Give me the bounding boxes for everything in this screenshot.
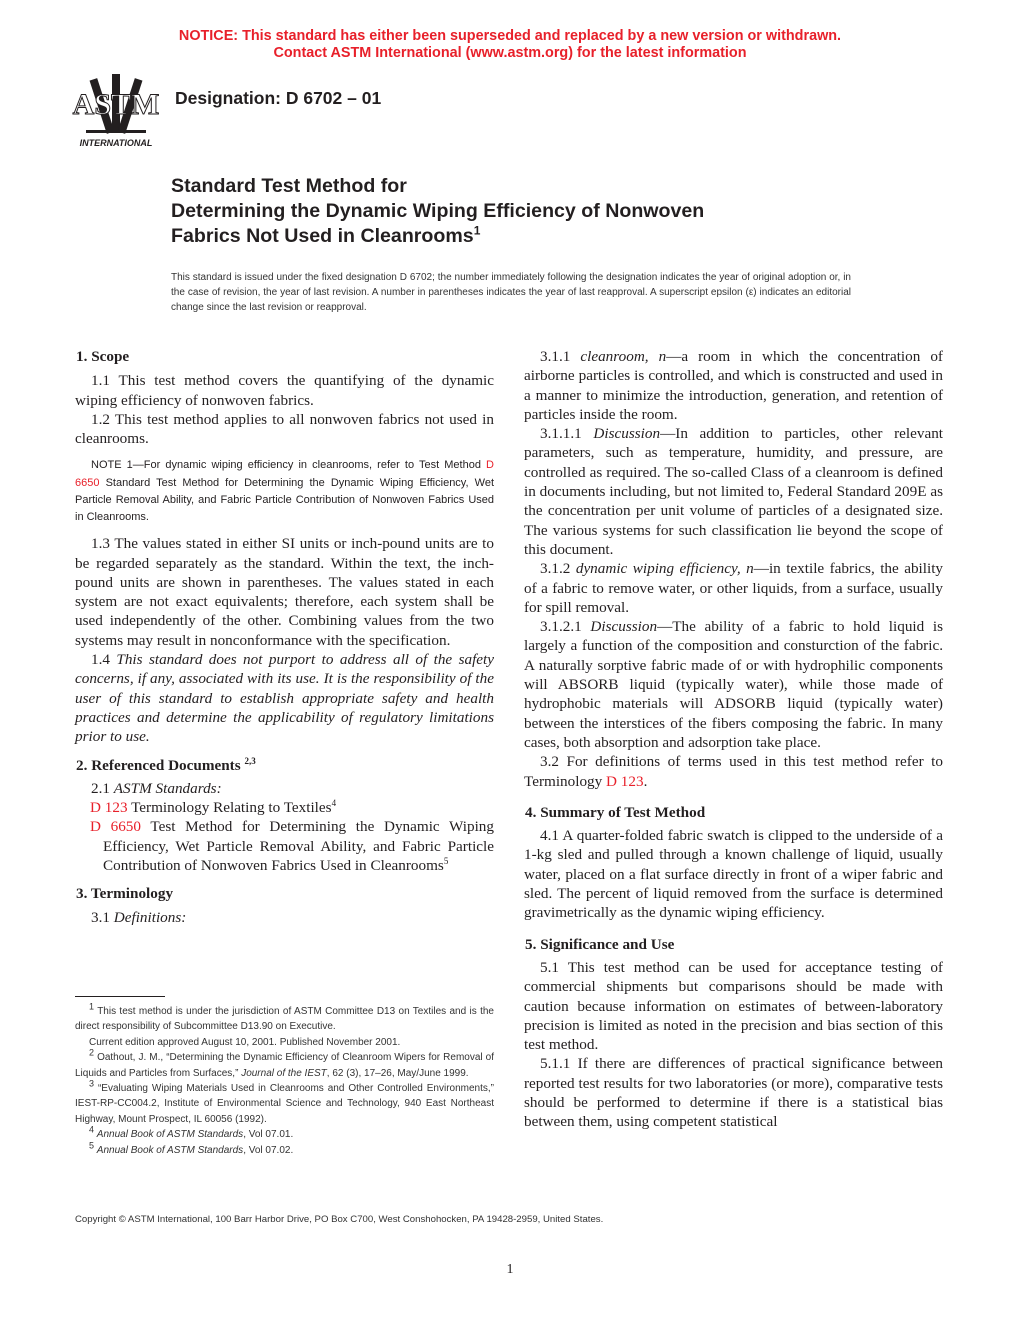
section-2-heading — [75, 756, 494, 775]
logo-subtext: INTERNATIONAL — [79, 138, 153, 148]
para-3-2-end: . — [643, 772, 648, 790]
reference-d6650-footnote: 5 — [443, 855, 449, 866]
section-5-heading: 5. Significance and Use — [525, 935, 675, 953]
note-1 — [75, 457, 494, 526]
para-5-1-1: 5.1.1 If there are differences of practical significance between reported test results for two laboratories (or more), comparative tests should be performed to determine if there is a statistical bias between them, using competent statistical — [524, 1055, 943, 1131]
footnote-1-edition: Current edition approved August 10, 2001. Published November 2001. — [89, 1036, 401, 1048]
footnote-1 — [75, 1001, 494, 1035]
notice-line-1: NOTICE: This standard has either been superseded and replaced by a new version or withdrawn. — [178, 28, 842, 44]
discussion-label: Discussion — [593, 425, 661, 443]
para-3-1-2-1-number: 3.1.2.1 — [540, 618, 591, 636]
para-3-1-1-number: 3.1.1 — [540, 348, 581, 365]
footnote-3-text: “Evaluating Wiping Materials Used in Cleanrooms and Other Controlled Environments,” IEST-RP-CC004.2, Institute of Environmental Science and Technology, 940 East Northeast Highway, Mount Prospect, IL 60056 (1992). — [75, 1083, 495, 1125]
para-3-1-2-1 — [524, 617, 943, 752]
para-3-1-1-text: —a room in which the concentration of airborne particles is controlled, and which is constructed and used in a manner to minimize the introduction, generation, and retention of particles inside the room. — [524, 348, 943, 423]
copyright-line: Copyright © ASTM International, 100 Barr Harbor Drive, PO Box C700, West Conshohocken, PA 19428-2959, United States. — [75, 1214, 604, 1225]
para-3-1-1 — [524, 347, 943, 424]
para-3-1-2-number: 3.1.2 — [540, 560, 576, 578]
para-4-1: 4.1 A quarter-folded fabric swatch is clipped to the underside of a 1-kg sled and pulled through a known challenge of liquid, usually water, placed on a flat surface directly in front of a wiper fabric and sled. The percent of liquid removed from the surface is determined gravimetrically as the dynamic wiping efficiency. — [524, 827, 943, 922]
para-1-4-number: 1.4 — [91, 651, 117, 669]
designation: Designation: D 6702 – 01 — [175, 88, 382, 108]
para-3-1-2 — [524, 559, 943, 617]
para-2-1-number: 2.1 — [91, 779, 114, 797]
footnote-2-marker: 2 — [89, 1047, 95, 1058]
left-column — [75, 347, 494, 927]
terminology-d123-link[interactable]: D 123 — [606, 772, 644, 790]
title-footnote-marker: 1 — [473, 223, 481, 238]
right-column — [524, 347, 943, 1132]
section-4-heading: 4. Summary of Test Method — [525, 803, 706, 821]
section-3-heading: 3. Terminology — [76, 885, 174, 903]
footnote-1-marker: 1 — [89, 1001, 95, 1012]
reference-d123-footnote: 4 — [331, 798, 337, 809]
footnote-2-journal: Journal of the IEST — [241, 1067, 327, 1079]
para-1-4-text: This standard does not purport to address all of the safety concerns, if any, associated with its use. It is the responsibility of the user of this standard to establish appropriate safety and health practices and determine the applicability of regulatory limitations prior to use. — [75, 651, 495, 746]
notice-line-2: Contact ASTM International (www.astm.org) for the latest information — [273, 45, 747, 61]
issuance-statement: This standard is issued under the fixed designation D 6702; the number immediately following the designation indicates the year of original adoption or, in the case of revision, the year of last revision. A number in parentheses indicates the year of last reapproval. A superscript epsilon (ε) indicates an editorial change since the last revision or reapproval. — [171, 272, 851, 314]
footnote-2 — [75, 1047, 494, 1081]
footnote-3-marker: 3 — [89, 1078, 95, 1089]
page-number: 1 — [506, 1262, 514, 1277]
footnote-4-text: , Vol 07.01. — [243, 1129, 294, 1141]
reference-d123-link[interactable]: D 123 — [90, 799, 128, 817]
para-3-1-2-1-text: —The ability of a fabric to hold liquid is largely a function of the composition and consturction of the fabric. A naturally sorptive fabric made of or with hydrophilic components will ABSORB liquid (typically water), while those made of hydrophobic materials will ADSORB liquid (typically water) between the interstices of the fibers composing the fabric. In many cases, both absorption and adsorption take place. — [524, 618, 943, 751]
title-line-1: Standard Test Method for — [171, 175, 407, 197]
para-1-2: 1.2 This test method applies to all nonwoven fabrics not used in cleanrooms. — [75, 410, 494, 448]
reference-d6650-link[interactable]: D 6650 — [90, 818, 141, 836]
para-3-1-1-1-text: —In addition to particles, other relevant parameters, such as temperature, humidity, and pressure, are controlled as required. The so-called Class of a cleanroom is defined in documents including, but not limited to, Federal Standard 209E as the concentration per unit volume of particles of a designated size. The various systems for such classification lie beyond the scope of this document. — [524, 425, 944, 558]
para-3-2-text: 3.2 For definitions of terms used in this test method refer to Terminology — [524, 753, 943, 790]
footnote-4 — [75, 1124, 494, 1142]
withdrawal-notice — [0, 28, 1020, 62]
footnote-5-text: , Vol 07.02. — [243, 1144, 294, 1156]
para-2-1-text: ASTM Standards: — [113, 779, 222, 797]
reference-d6650-text: Test Method for Determining the Dynamic Wiping Efficiency, Wet Particle Removal Ability, and Fabric Particle Contribution of Nonwoven Fabrics Used in Cleanrooms — [103, 818, 494, 875]
document-title — [171, 174, 704, 249]
reference-d123 — [75, 798, 494, 817]
para-3-1-1-1-number: 3.1.1.1 — [540, 425, 594, 443]
para-1-4 — [75, 650, 494, 746]
para-3-1 — [75, 908, 494, 927]
discussion-label-2: Discussion — [590, 618, 658, 636]
para-1-1: 1.1 This test method covers the quantifying of the dynamic wiping efficiency of nonwoven fabrics. — [75, 372, 494, 409]
astm-logo-icon — [68, 70, 164, 150]
para-2-1 — [75, 779, 494, 798]
footnotes — [75, 1001, 495, 1158]
note-1-text-end: Standard Test Method for Determining the Dynamic Wiping Efficiency, Wet Particle Removal Ability, and Fabric Particle Contribution of Nonwoven Fabrics Used in Cleanrooms. — [75, 476, 494, 524]
footnote-divider — [75, 996, 165, 997]
section-2-footnote-marker: 2,3 — [244, 755, 256, 766]
title-line-2: Determining the Dynamic Wiping Efficiency of Nonwoven — [171, 200, 705, 222]
section-1-heading: 1. Scope — [76, 348, 130, 365]
para-3-1-number: 3.1 — [91, 908, 114, 926]
footnote-2-text-end: , 62 (3), 17–26, May/June 1999. — [326, 1067, 469, 1079]
note-1-text: NOTE 1—For dynamic wiping efficiency in cleanrooms, refer to Test Method — [91, 459, 487, 472]
footnote-1-text: This test method is under the jurisdiction of ASTM Committee D13 on Textiles and is the direct responsibility of Subcommittee D13.90 on Executive. — [75, 1006, 494, 1033]
footnote-2-text: Oathout, J. M., “Determining the Dynamic Efficiency of Cleanroom Wipers for Removal of Liquids and Particles from Surfaces,” — [75, 1052, 494, 1079]
footnote-4-marker: 4 — [89, 1124, 95, 1135]
footnote-5-book: Annual Book of ASTM Standards — [96, 1144, 244, 1156]
reference-d6650 — [75, 817, 494, 875]
note-ref-d6650-link[interactable]: D 6650 — [75, 459, 494, 489]
footnote-4-book: Annual Book of ASTM Standards — [96, 1129, 244, 1141]
term-cleanroom: cleanroom, n — [580, 348, 667, 365]
para-5-1: 5.1 This test method can be used for acceptance testing of commercial shipments but comparisons should be made with caution because information on estimates of between-laboratory precision is limited as noted in the precision and bias section of this test method. — [524, 958, 943, 1054]
para-1-3: 1.3 The values stated in either SI units or inch-pound units are to be regarded separately as the standard. Within the text, the inch-pound units are shown in parentheses. The values stated in each system are not exact equivalents; therefore, each system shall be used independently of the other. Combining values from the two systems may result in nonconformance with the specification. — [75, 535, 494, 649]
para-3-1-1-1 — [524, 424, 943, 559]
footnote-3 — [75, 1078, 495, 1127]
reference-d123-text: Terminology Relating to Textiles — [127, 799, 332, 817]
para-3-1-2-text: —in textile fabrics, the ability of a fabric to remove water, or other liquids, from a surface, usually for spill removal. — [524, 560, 944, 616]
footnote-5-marker: 5 — [89, 1140, 95, 1151]
para-3-1-text: Definitions: — [113, 908, 187, 926]
footnote-5 — [75, 1140, 494, 1158]
section-2-title: 2. Referenced Documents — [76, 756, 241, 774]
title-line-3: Fabrics Not Used in Cleanrooms — [171, 225, 474, 247]
para-3-2 — [524, 752, 943, 791]
term-dynamic-wiping-efficiency: dynamic wiping efficiency, n — [575, 560, 754, 578]
logo-text: ASTM — [72, 88, 160, 121]
